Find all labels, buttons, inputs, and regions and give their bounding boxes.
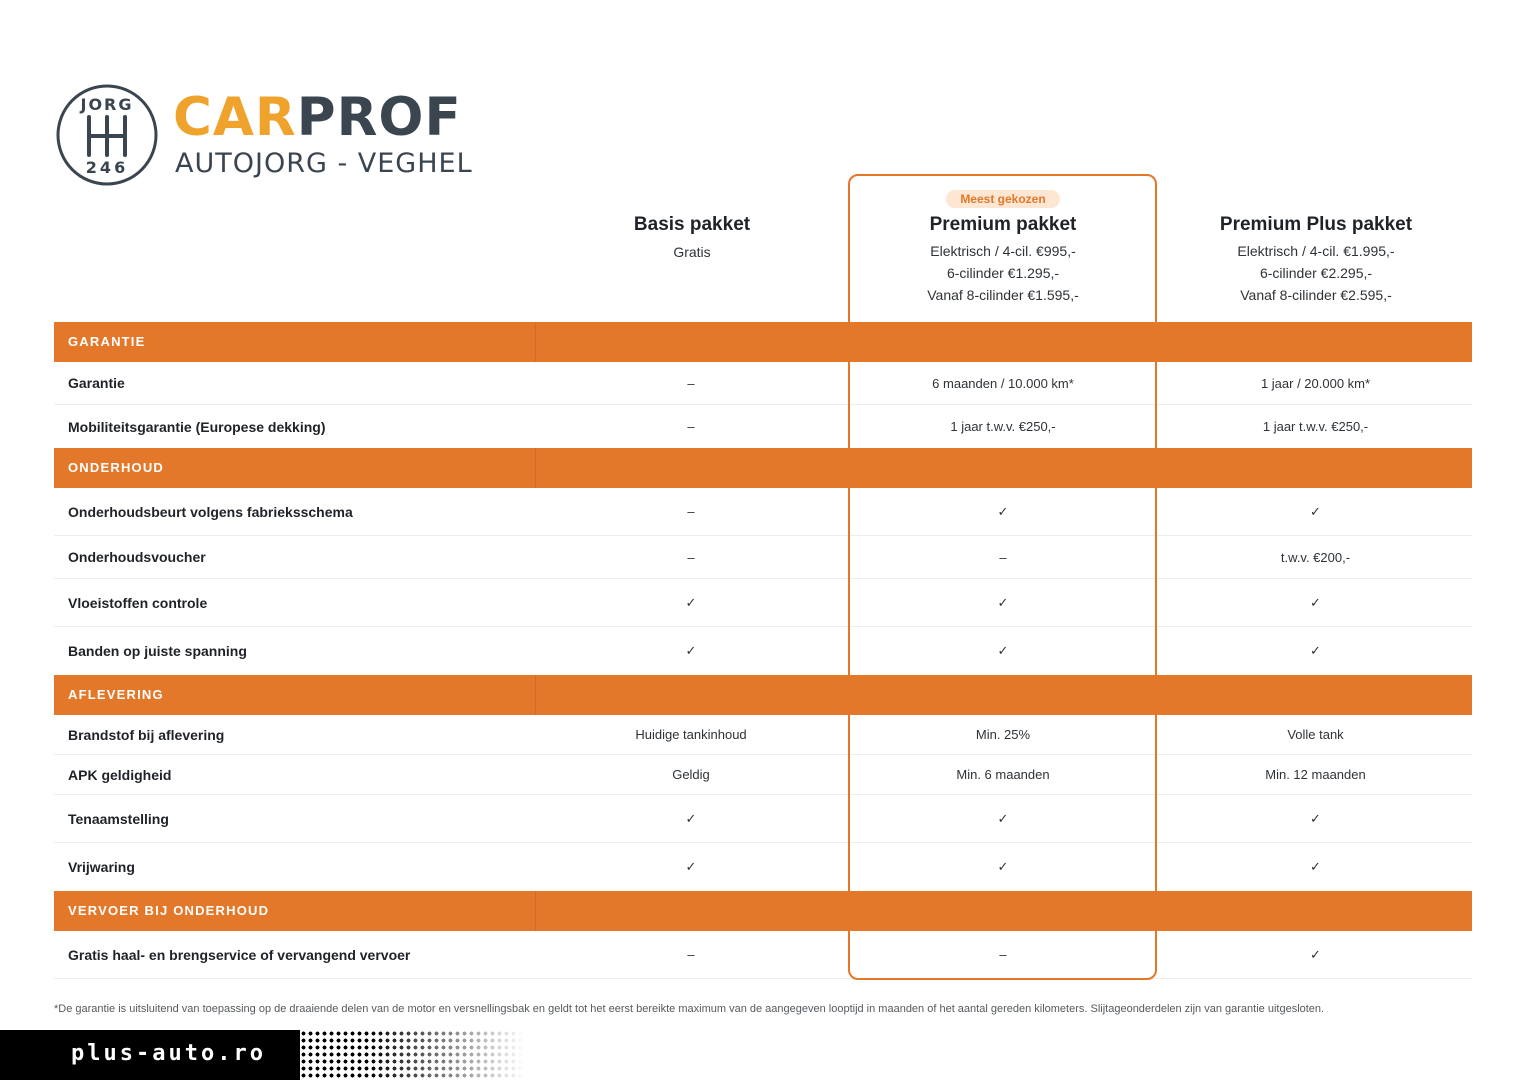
- brand-name: [173, 88, 462, 148]
- cell-premium: Min. 25%: [975, 727, 1031, 742]
- checkmark-icon: ✓: [1310, 594, 1321, 610]
- checkmark-icon: ✓: [1310, 643, 1321, 658]
- package-price: Elektrisch / 4-cil. €1.995,-: [1237, 243, 1395, 259]
- row-label: Tenaamstelling: [68, 810, 169, 827]
- row-label: Garantie: [68, 375, 125, 391]
- cell-premium: Min. 6 maanden: [956, 767, 1050, 782]
- cell-premium: 1 jaar t.w.v. €250,-: [950, 419, 1056, 434]
- section-header-onderhoud: ONDERHOUD: [54, 448, 1472, 488]
- checkmark-icon: ✓: [1310, 503, 1321, 519]
- checkmark-icon: ✓: [1310, 810, 1321, 826]
- table-row: [54, 795, 1472, 843]
- table-row: [54, 843, 1472, 891]
- table-row: [54, 405, 1472, 448]
- table-row: [54, 715, 1472, 755]
- row-label: Brandstof bij aflevering: [68, 726, 225, 743]
- section-header-vervoer: VERVOER BIJ ONDERHOUD: [54, 891, 1472, 931]
- cell-basis: –: [687, 419, 695, 434]
- checkmark-icon: ✓: [1310, 859, 1321, 874]
- brand-subtitle: AUTOJORG - VEGHEL: [175, 148, 473, 179]
- cell-basis: Geldig: [672, 767, 710, 782]
- seal-bottom-text: 246: [85, 158, 129, 177]
- package-price: Elektrisch / 4-cil. €995,-: [930, 243, 1076, 259]
- checkmark-icon: ✓: [997, 503, 1009, 519]
- gear-shift-icon: [89, 117, 125, 155]
- cell-premium: –: [999, 549, 1007, 565]
- footer-site-link[interactable]: plus-auto.ro: [71, 1041, 266, 1066]
- section-header-aflevering: AFLEVERING: [54, 675, 1472, 715]
- package-header-premium-plus: [1160, 214, 1472, 306]
- table-row: [54, 627, 1472, 675]
- row-label: Gratis haal- en brengservice of vervangend vervoer: [68, 946, 411, 963]
- checkmark-icon: ✓: [997, 594, 1009, 610]
- cell-basis: –: [687, 549, 695, 565]
- row-label: Vloeistoffen controle: [68, 594, 208, 611]
- brand-car: CAR: [173, 87, 297, 148]
- package-header-premium: [848, 190, 1158, 306]
- cell-premium-plus: Volle tank: [1287, 727, 1344, 742]
- package-name: Basis pakket: [633, 214, 751, 235]
- package-price: Gratis: [673, 244, 711, 260]
- logo-seal: [55, 83, 159, 187]
- checkmark-icon: ✓: [685, 810, 697, 826]
- checkmark-icon: ✓: [997, 859, 1009, 874]
- checkmark-icon: ✓: [685, 594, 697, 610]
- table-row: [54, 931, 1472, 979]
- checkmark-icon: ✓: [1310, 946, 1321, 962]
- checkmark-icon: ✓: [997, 810, 1009, 826]
- cell-premium-plus: 1 jaar t.w.v. €250,-: [1262, 419, 1369, 434]
- package-price: 6-cilinder €2.295,-: [1259, 265, 1373, 281]
- row-label: Banden op juiste spanning: [68, 643, 247, 659]
- cell-premium: 6 maanden / 10.000 km*: [932, 375, 1074, 391]
- row-label: Mobiliteitsgarantie (Europese dekking): [68, 418, 326, 435]
- package-price: Vanaf 8-cilinder €1.595,-: [927, 287, 1079, 303]
- row-label: Onderhoudsvoucher: [68, 549, 206, 565]
- package-header-basis: [536, 214, 848, 263]
- cell-premium-plus: Min. 12 maanden: [1265, 767, 1366, 782]
- row-label: Vrijwaring: [68, 859, 135, 875]
- footnote: *De garantie is uitsluitend van toepassing op de draaiende delen van de motor en versnellingsbak en geldt tot het eerst bereikte maximum van de aangegeven looptijd in maanden of het aantal gereden kilometers. Slijtageonderdelen zijn van garantie uitgesloten.: [54, 1003, 1325, 1015]
- cell-basis: –: [687, 504, 695, 519]
- cell-premium-plus: 1 jaar / 20.000 km*: [1260, 375, 1371, 391]
- cell-basis: Huidige tankinhoud: [635, 727, 747, 742]
- cell-basis: –: [687, 947, 695, 962]
- table-row: [54, 755, 1472, 795]
- row-label: APK geldigheid: [68, 766, 172, 783]
- table-row: [54, 362, 1472, 405]
- most-chosen-badge: Meest gekozen: [946, 190, 1059, 208]
- table-row: [54, 536, 1472, 579]
- section-header-garantie: GARANTIE: [54, 322, 1472, 362]
- package-price: Vanaf 8-cilinder €2.595,-: [1240, 287, 1392, 303]
- cell-premium: –: [999, 947, 1007, 962]
- table-row: [54, 579, 1472, 627]
- cell-basis: –: [687, 375, 695, 391]
- seal-top-text: JORG: [80, 95, 134, 114]
- package-price: 6-cilinder €1.295,-: [946, 265, 1060, 281]
- package-name: Premium Plus pakket: [1219, 214, 1413, 235]
- checkmark-icon: ✓: [685, 859, 697, 874]
- checkmark-icon: ✓: [685, 643, 697, 658]
- row-label: Onderhoudsbeurt volgens fabrieksschema: [68, 503, 353, 520]
- package-name: Premium pakket: [929, 214, 1077, 235]
- comparison-table: [54, 322, 1472, 979]
- table-row: [54, 488, 1472, 536]
- footer-bar: [0, 1030, 1526, 1080]
- checkmark-icon: ✓: [997, 643, 1009, 658]
- brand-prof: PROF: [296, 87, 462, 148]
- cell-premium-plus: t.w.v. €200,-: [1280, 549, 1351, 565]
- halftone-pattern: [300, 1030, 525, 1080]
